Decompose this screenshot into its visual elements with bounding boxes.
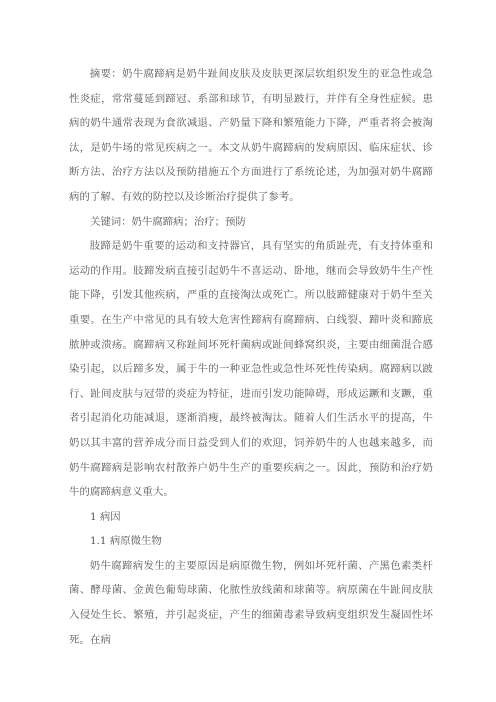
intro-paragraph: 肢蹄是奶牛重要的运动和支持器官，具有坚实的角质趾壳，有支持体重和运动的作用。肢蹄发病直接引起奶牛不喜运动、卧地，继而会导致奶牛生产性能下降，引发其他疾病，严重的直接淘汰或死亡。所以肢蹄健康对于奶牛至关重要。在生产中常见的具有较大危害性蹄病有腐蹄病、白线裂、蹄叶炎和蹄底脓肿或溃疡。腐蹄病又称趾间坏死杆菌病或趾间蜂窝织炎，主要由细菌混合感染引起，以后蹄多发，属于牛的一种亚急性或急性坏死性传染病。腐蹄病以跛行、趾间皮肤与冠带的炎症为特征，进而引发功能障碍，形成运蹶和支蹶，重者引起消化功能减退，逐渐消瘦，最终被淘汰。随着人们生活水平的提高，牛奶以其丰富的营养成分而日益受到人们的欢迎，饲养奶牛的人也越来越多，而奶牛腐蹄病是影响农村散养户奶牛生产的重要疾病之一。因此，预防和治疗奶牛的腐蹄病意义重大。 [69,240,433,499]
pathogens-paragraph: 奶牛腐蹄病发生的主要原因是病原微生物，例如坏死杆菌、产黑色素类杆菌、酵母菌、金黄色葡萄球菌、化脓性放线菌和球菌等。病原菌在牛趾间皮肤入侵处生长、繁殖，并引起炎症，产生的细菌毒素导致病变组织发生凝固性坏死。在病 [69,559,433,646]
document-page [69,62,433,652]
abstract-paragraph: 摘要：奶牛腐蹄病是奶牛趾间皮肤及皮肤更深层软组织发生的亚急性或急性炎症，常常蔓延到蹄冠、系部和球节，有明显跛行，并伴有全身性症候。患病的奶牛通常表现为食欲减退、产奶量下降和繁殖能力下降，严重者将会被淘汰，是奶牛场的常见疾病之一。本文从奶牛腐蹄病的发病原因、临床症状、诊断方法、治疗方法以及预防措施五个方面进行了系统论述，为加强对奶牛腐蹄病的了解、有效的防控以及诊断治疗提供了参考。 [69,68,433,203]
subsection-heading-pathogens: 1.1 病原微生物 [90,535,162,548]
section-heading-causes: 1 病因 [90,510,121,523]
keywords-line: 关键词：奶牛腐蹄病；治疗；预防 [90,215,246,228]
